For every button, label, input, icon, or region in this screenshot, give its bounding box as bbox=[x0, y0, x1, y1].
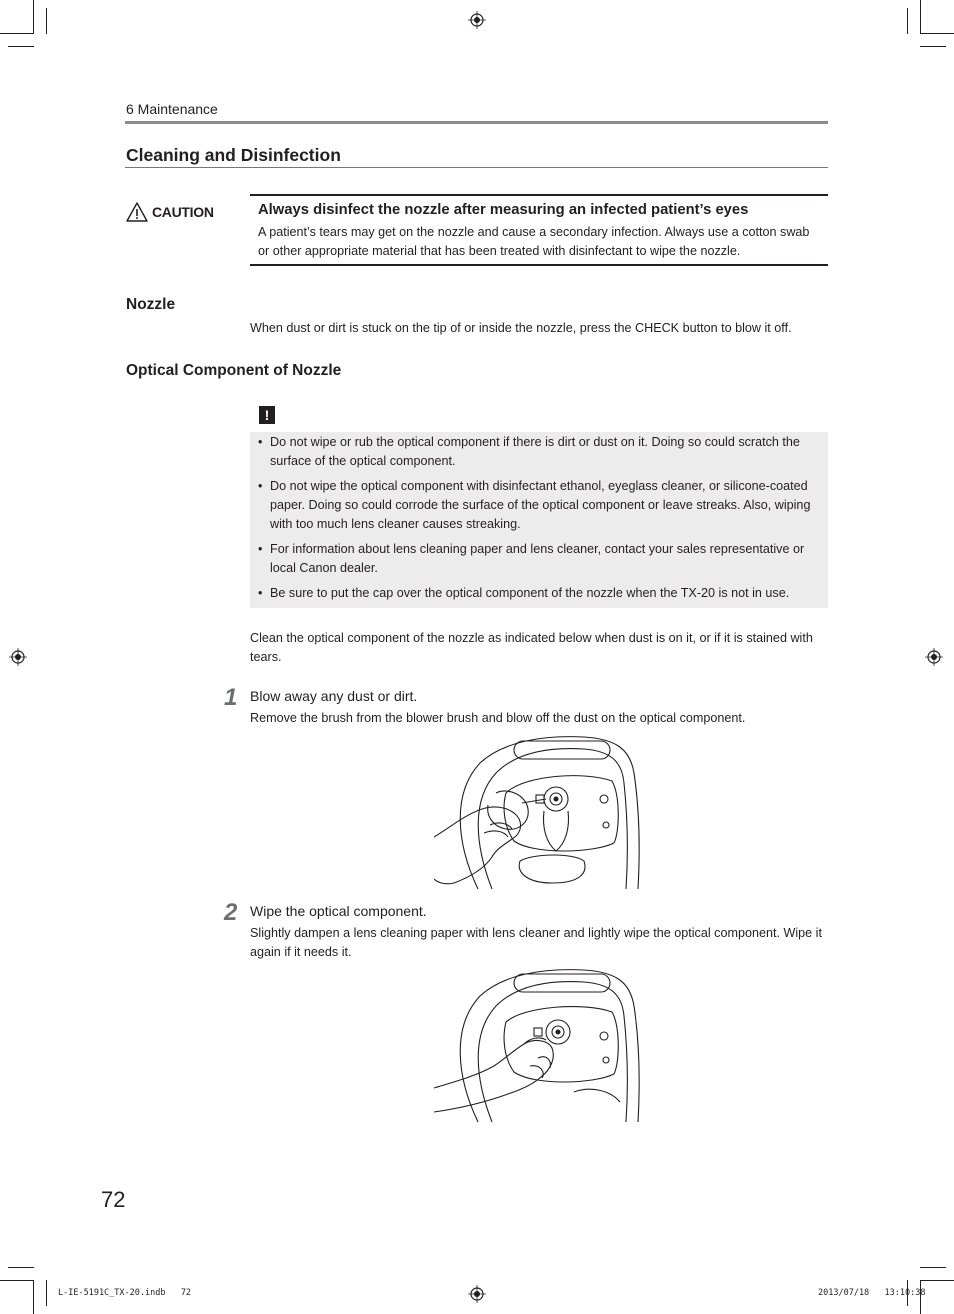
step-body: Remove the brush from the blower brush and blow off the dust on the optical component. bbox=[250, 711, 746, 725]
step-body: Slightly dampen a lens cleaning paper with lens cleaner and lightly wipe the optical component. Wipe it again if it needs it. bbox=[250, 926, 822, 959]
step-title: Wipe the optical component. bbox=[250, 903, 427, 919]
step-title: Blow away any dust or dirt. bbox=[250, 688, 418, 704]
timestamp-slug: 2013/07/18 13:10:38 bbox=[818, 1288, 926, 1298]
header-rule bbox=[125, 121, 828, 124]
wipe-illustration bbox=[434, 966, 644, 1124]
nozzle-body: When dust or dirt is stuck on the tip of or inside the nozzle, press the CHECK button to blow it off. bbox=[250, 321, 792, 335]
registration-mark-icon bbox=[925, 648, 943, 666]
note-list bbox=[258, 433, 823, 609]
warning-triangle-icon bbox=[126, 202, 148, 222]
section-label: 6 Maintenance bbox=[126, 101, 218, 117]
list-item: • Do not wipe the optical component with disinfectant ethanol, eyeglass cleaner, or silicone-coated paper. Doing so could corrode the surface of the optical component or leave streaks. Also, wiping with too much lens cleaner causes streaking. bbox=[258, 477, 823, 534]
caution-text: CAUTION bbox=[152, 204, 214, 220]
nozzle-heading: Nozzle bbox=[126, 296, 176, 313]
caution-label bbox=[126, 202, 214, 222]
optical-intro: Clean the optical component of the nozzle as indicated below when dust is on it, or if it is stained with tears. bbox=[250, 631, 813, 664]
optical-heading: Optical Component of Nozzle bbox=[126, 362, 342, 379]
caution-body: A patient’s tears may get on the nozzle and cause a secondary infection. Always use a cotton swab or other appropriate material that has been treated with disinfectant to wipe the nozzle. bbox=[258, 225, 810, 258]
registration-mark-icon bbox=[468, 1285, 486, 1303]
registration-mark-icon bbox=[468, 11, 486, 29]
blower-illustration bbox=[434, 733, 644, 891]
step-number: 2 bbox=[224, 899, 238, 926]
step-number: 1 bbox=[224, 684, 238, 711]
exclamation-icon: ! bbox=[259, 406, 275, 424]
page-title: Cleaning and Disinfection bbox=[126, 145, 341, 165]
list-item: • Do not wipe or rub the optical component if there is dirt or dust on it. Doing so could scratch the surface of the optical component. bbox=[258, 433, 823, 471]
file-slug: L-IE-5191C_TX-20.indb 72 bbox=[58, 1288, 192, 1298]
page-number: 72 bbox=[101, 1187, 126, 1212]
title-rule bbox=[125, 167, 828, 168]
caution-heading: Always disinfect the nozzle after measuring an infected patient’s eyes bbox=[258, 202, 749, 218]
registration-mark-icon bbox=[9, 648, 27, 666]
list-item: • For information about lens cleaning paper and lens cleaner, contact your sales representative or local Canon dealer. bbox=[258, 540, 823, 578]
list-item: • Be sure to put the cap over the optical component of the nozzle when the TX-20 is not in use. bbox=[258, 584, 823, 603]
